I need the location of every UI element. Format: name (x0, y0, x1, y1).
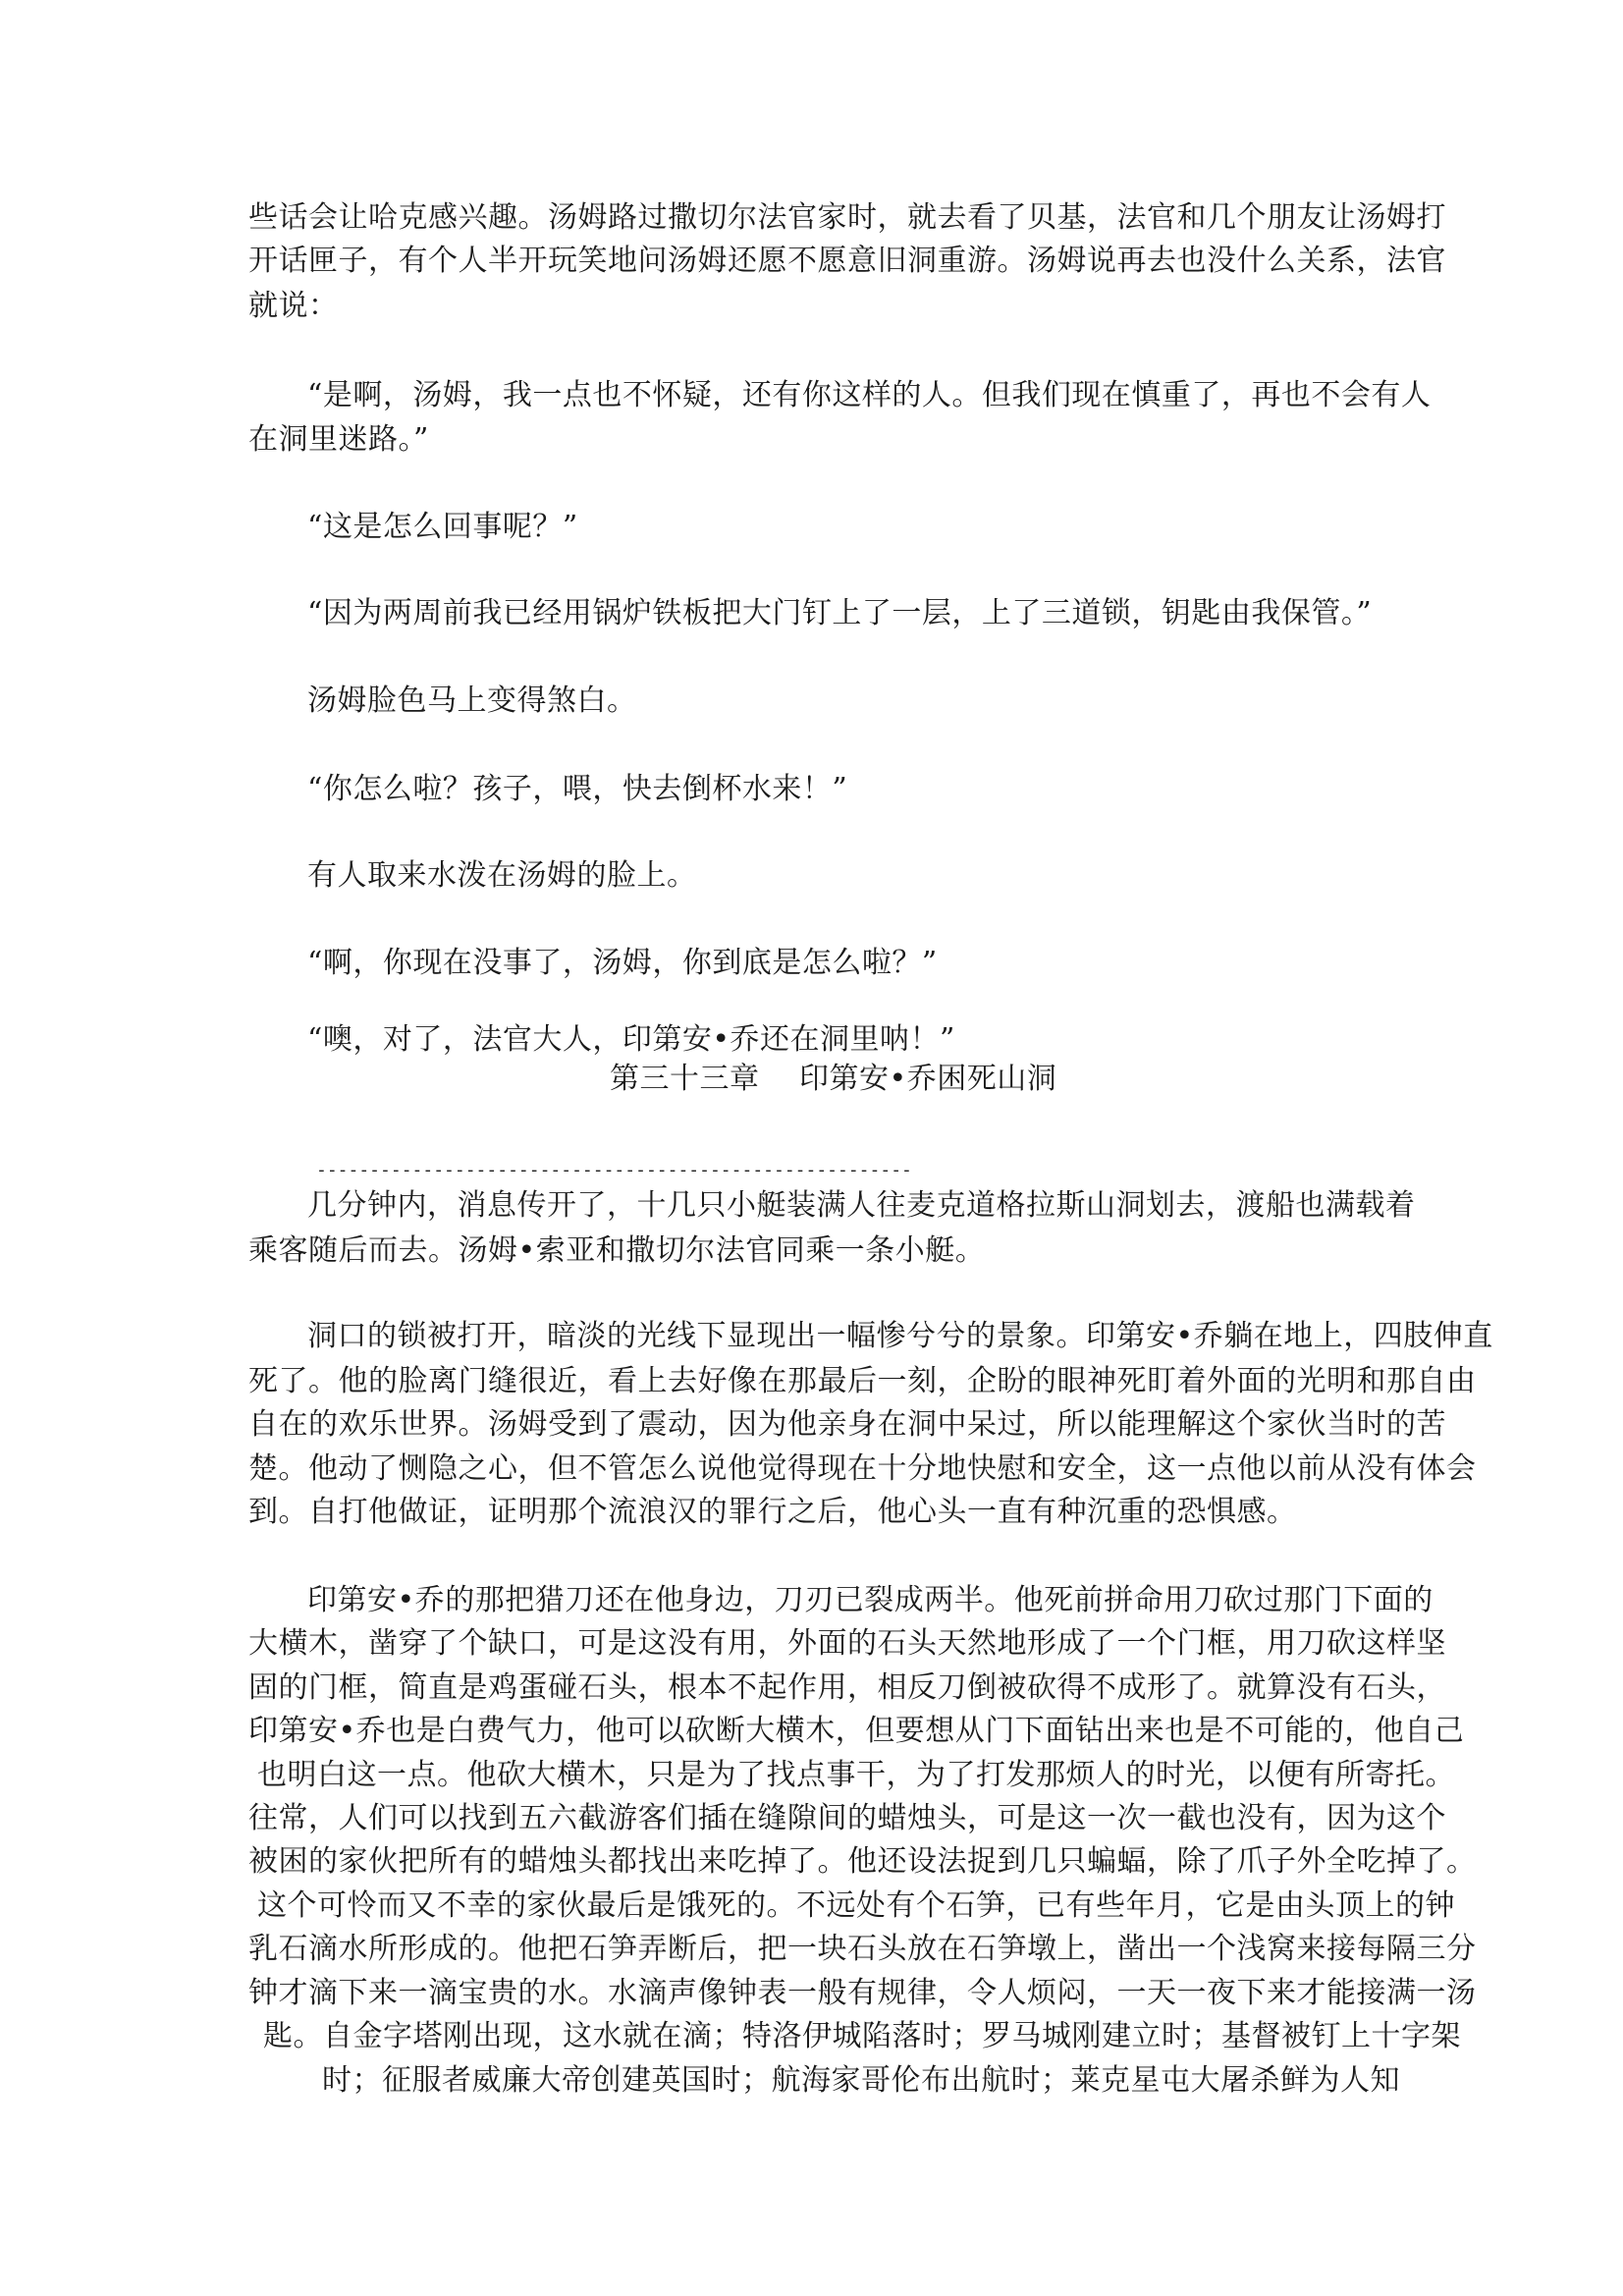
text-line: “你怎么啦？孩子，喂，快去倒杯水来！” (307, 772, 848, 806)
text-line: “这是怎么回事呢？” (307, 510, 578, 544)
text-line: 在洞里迷路。” (248, 422, 429, 457)
text-line: 被困的家伙把所有的蜡烛头都找出来吃掉了。他还设法捉到几只蝙蝠，除了爪子外全吃掉了。 (248, 1844, 1477, 1879)
text-line: 乘客随后而去。汤姆•索亚和撒切尔法官同乘一条小艇。 (248, 1233, 986, 1268)
text-line: 些话会让哈克感兴趣。汤姆路过撒切尔法官家时，就去看了贝基，法官和几个朋友让汤姆打 (248, 200, 1446, 235)
text-line: 开话匣子，有个人半开玩笑地问汤姆还愿不愿意旧洞重游。汤姆说再去也没什么关系，法官 (248, 244, 1446, 278)
text-line: “是啊，汤姆，我一点也不怀疑，还有你这样的人。但我们现在慎重了，再也不会有人 (307, 378, 1432, 412)
text-line: 乳石滴水所形成的。他把石笋弄断后，把一块石头放在石笋墩上，凿出一个浅窝来接每隔三分 (248, 1932, 1477, 1966)
text-line: 印第安•乔的那把猎刀还在他身边，刀刃已裂成两半。他死前拼命用刀砍过那门下面的 (307, 1583, 1434, 1617)
text-line: 汤姆脸色马上变得煞白。 (307, 683, 637, 718)
text-line: 也明白这一点。他砍大横木，只是为了找点事干，为了打发那烦人的时光，以便有所寄托。 (257, 1758, 1455, 1792)
text-line: 洞口的锁被打开，暗淡的光线下显现出一幅惨兮兮的景象。印第安•乔躺在地上，四肢伸直 (307, 1319, 1493, 1353)
text-line: 就说： (248, 289, 339, 323)
separator-line: -------------------------------------------------------- (316, 1160, 912, 1180)
text-line: 大横木，凿穿了个缺口，可是这没有用，外面的石头天然地形成了一个门框，用刀砍这样坚 (248, 1626, 1446, 1661)
text-line: 有人取来水泼在汤姆的脸上。 (307, 858, 697, 893)
text-line: 往常，人们可以找到五六截游客们插在缝隙间的蜡烛头，可是这一次一截也没有，因为这个 (248, 1801, 1446, 1835)
text-line: 时；征服者威廉大帝创建英国时；航海家哥伦布出航时；莱克星屯大屠杀鲜为人知 (322, 2063, 1400, 2098)
text-line: 几分钟内，消息传开了，十几只小艇装满人往麦克道格拉斯山洞划去，渡船也满载着 (307, 1188, 1416, 1223)
text-line: 死了。他的脸离门缝很近，看上去好像在那最后一刻，企盼的眼神死盯着外面的光明和那自由 (248, 1364, 1477, 1398)
text-line: “噢，对了，法官大人，印第安•乔还在洞里呐！” (307, 1022, 955, 1057)
text-line: “因为两周前我已经用锅炉铁板把大门钉上了一层，上了三道锁，钥匙由我保管。” (307, 596, 1373, 630)
text-line: 到。自打他做证，证明那个流浪汉的罪行之后，他心头一直有种沉重的恐惧感。 (248, 1495, 1297, 1529)
text-line: 自在的欢乐世界。汤姆受到了震动，因为他亲身在洞中呆过，所以能理解这个家伙当时的苦 (248, 1407, 1446, 1442)
text-line: “啊，你现在没事了，汤姆，你到底是怎么啦？” (307, 946, 938, 980)
text-line: 固的门框，简直是鸡蛋碰石头，根本不起作用，相反刀倒被砍得不成形了。就算没有石头， (248, 1670, 1446, 1705)
text-line: 楚。他动了恻隐之心，但不管怎么说他觉得现在十分地快慰和安全，这一点他以前从没有体会 (248, 1451, 1477, 1486)
text-line: 钟才滴下来一滴宝贵的水。水滴声像钟表一般有规律，令人烦闷，一天一夜下来才能接满一汤 (248, 1976, 1477, 2010)
text-line: 这个可怜而又不幸的家伙最后是饿死的。不远处有个石笋，已有些年月，它是由头顶上的钟 (257, 1888, 1455, 1923)
text-line: 印第安•乔也是白费气力，他可以砍断大横木，但要想从门下面钻出来也是不可能的，他自己 (248, 1714, 1465, 1748)
text-line: 匙。自金字塔刚出现，这水就在滴；特洛伊城陷落时；罗马城刚建立时；基督被钉上十字架 (263, 2019, 1461, 2053)
chapter-title: 第三十三章 印第安•乔困死山洞 (610, 1062, 1057, 1096)
